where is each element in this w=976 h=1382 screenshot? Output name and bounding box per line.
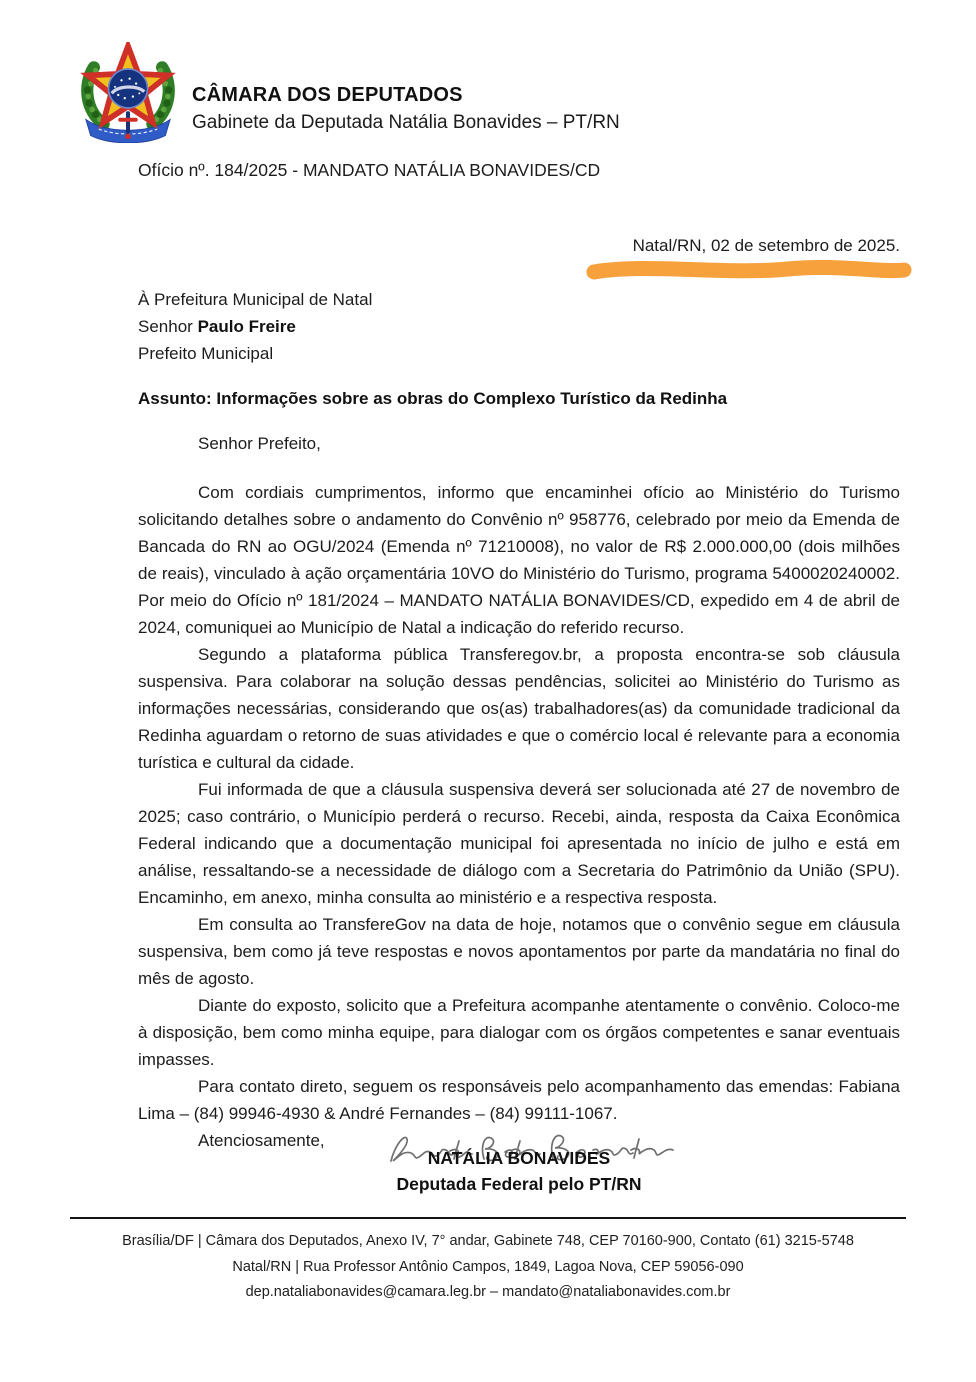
paragraph: Segundo a plataforma pública Transferegov.br, a proposta encontra-se sob cláusula suspensiva. Para colaborar na solução dessas pendências, solicitei ao Ministério do Turismo as informações necessárias, considerando que os(as) trabalhadores(as) da comunidade tradicional da Redinha aguardam o retorno de suas atividades e que o comércio local é relevante para a economia turística e cultural da cidade. xyxy=(138,645,900,772)
recipient-role: Prefeito Municipal xyxy=(138,344,274,363)
recipient-name: Paulo Freire xyxy=(197,317,296,336)
signature-block xyxy=(138,1148,900,1195)
footer-divider xyxy=(70,1217,906,1219)
highlight-marker-stroke xyxy=(583,258,915,284)
org-name: CÂMARA DOS DEPUTADOS xyxy=(192,84,463,106)
subject-line: Assunto: Informações sobre as obras do Complexo Turístico da Redinha xyxy=(138,389,728,408)
office-line: Gabinete da Deputada Natália Bonavides – PT/RN xyxy=(192,112,620,133)
letter-body xyxy=(138,286,900,1154)
dateline: Natal/RN, 02 de setembro de 2025. xyxy=(632,236,900,255)
recipient-institution: À Prefeitura Municipal de Natal xyxy=(138,290,373,309)
signer-printed-name: NATÁLIA BONAVIDES xyxy=(427,1148,611,1168)
paragraphs xyxy=(138,479,900,1127)
paragraph: Em consulta ao TransfereGov na data de hoje, notamos que o convênio segue em cláusula suspensiva, bem como já teve respostas e novos apontamentos por parte da mandatária no final do mês de agosto. xyxy=(138,915,900,988)
highlight-marker-path xyxy=(594,267,904,272)
document-reference: Ofício nº. 184/2025 - MANDATO NATÁLIA BONAVIDES/CD xyxy=(138,160,601,180)
letterhead xyxy=(192,84,620,134)
recipient-honorific: Senhor xyxy=(138,317,193,336)
closing-salutation: Atenciosamente, xyxy=(198,1131,325,1150)
salutation: Senhor Prefeito, xyxy=(198,434,321,453)
paragraph: Diante do exposto, solicito que a Prefeitura acompanhe atentamente o convênio. Coloco-me à disposição, bem como minha equipe, para dialogar com os órgãos competentes e sanar eventuais impasses. xyxy=(138,996,900,1069)
recipient-name-line xyxy=(138,313,900,340)
footer-address-natal: Natal/RN | Rua Professor Antônio Campos, 1849, Lagoa Nova, CEP 59056-090 xyxy=(232,1258,744,1275)
celestial-disc xyxy=(109,69,148,108)
brazil-coat-of-arms-logo xyxy=(76,42,180,143)
footer-address-brasilia: Brasília/DF | Câmara dos Deputados, Anexo IV, 7° andar, Gabinete 748, CEP 70160-900, Contato (61) 3215-5748 xyxy=(122,1233,854,1249)
footer-emails: dep.nataliabonavides@camara.leg.br – mandato@nataliabonavides.com.br xyxy=(245,1284,731,1300)
paragraph: Fui informada de que a cláusula suspensiva deverá ser solucionada até 27 de novembro de 2025; caso contrário, o Município perderá o recurso. Recebi, ainda, resposta da Caixa Econômica Federal indicando que a documentação municipal foi apresentada no início de julho e está em análise, ressaltando-se a necessidade de diálogo com a Secretaria do Patrimônio da União (SPU). Encaminho, em anexo, minha consulta ao ministério e a respectiva resposta. xyxy=(138,780,900,907)
paragraph: Para contato direto, seguem os responsáveis pelo acompanhamento das emendas: Fabiana Lima – (84) 99946-4930 & André Fernandes – (84) 99111-1067. xyxy=(138,1077,900,1123)
recipient-block xyxy=(138,286,900,367)
paragraph: Com cordiais cumprimentos, informo que encaminhei ofício ao Ministério do Turismo solicitando detalhes sobre o andamento do Convênio nº 958776, celebrado por meio da Emenda de Bancada do RN ao OGU/2024 (Emenda nº 71210008), no valor de R$ 2.000.000,00 (dois milhões de reais), vinculado à ação orçamentária 10VO do Ministério do Turismo, programa 5400020240002. Por meio do Ofício nº 181/2024 – MANDATO NATÁLIA BONAVIDES/CD, expedido em 4 de abril de 2024, comuniquei ao Município de Natal a indicação do referido recurso. xyxy=(138,483,900,637)
signer-title: Deputada Federal pelo PT/RN xyxy=(396,1174,642,1194)
footer xyxy=(58,1229,918,1306)
